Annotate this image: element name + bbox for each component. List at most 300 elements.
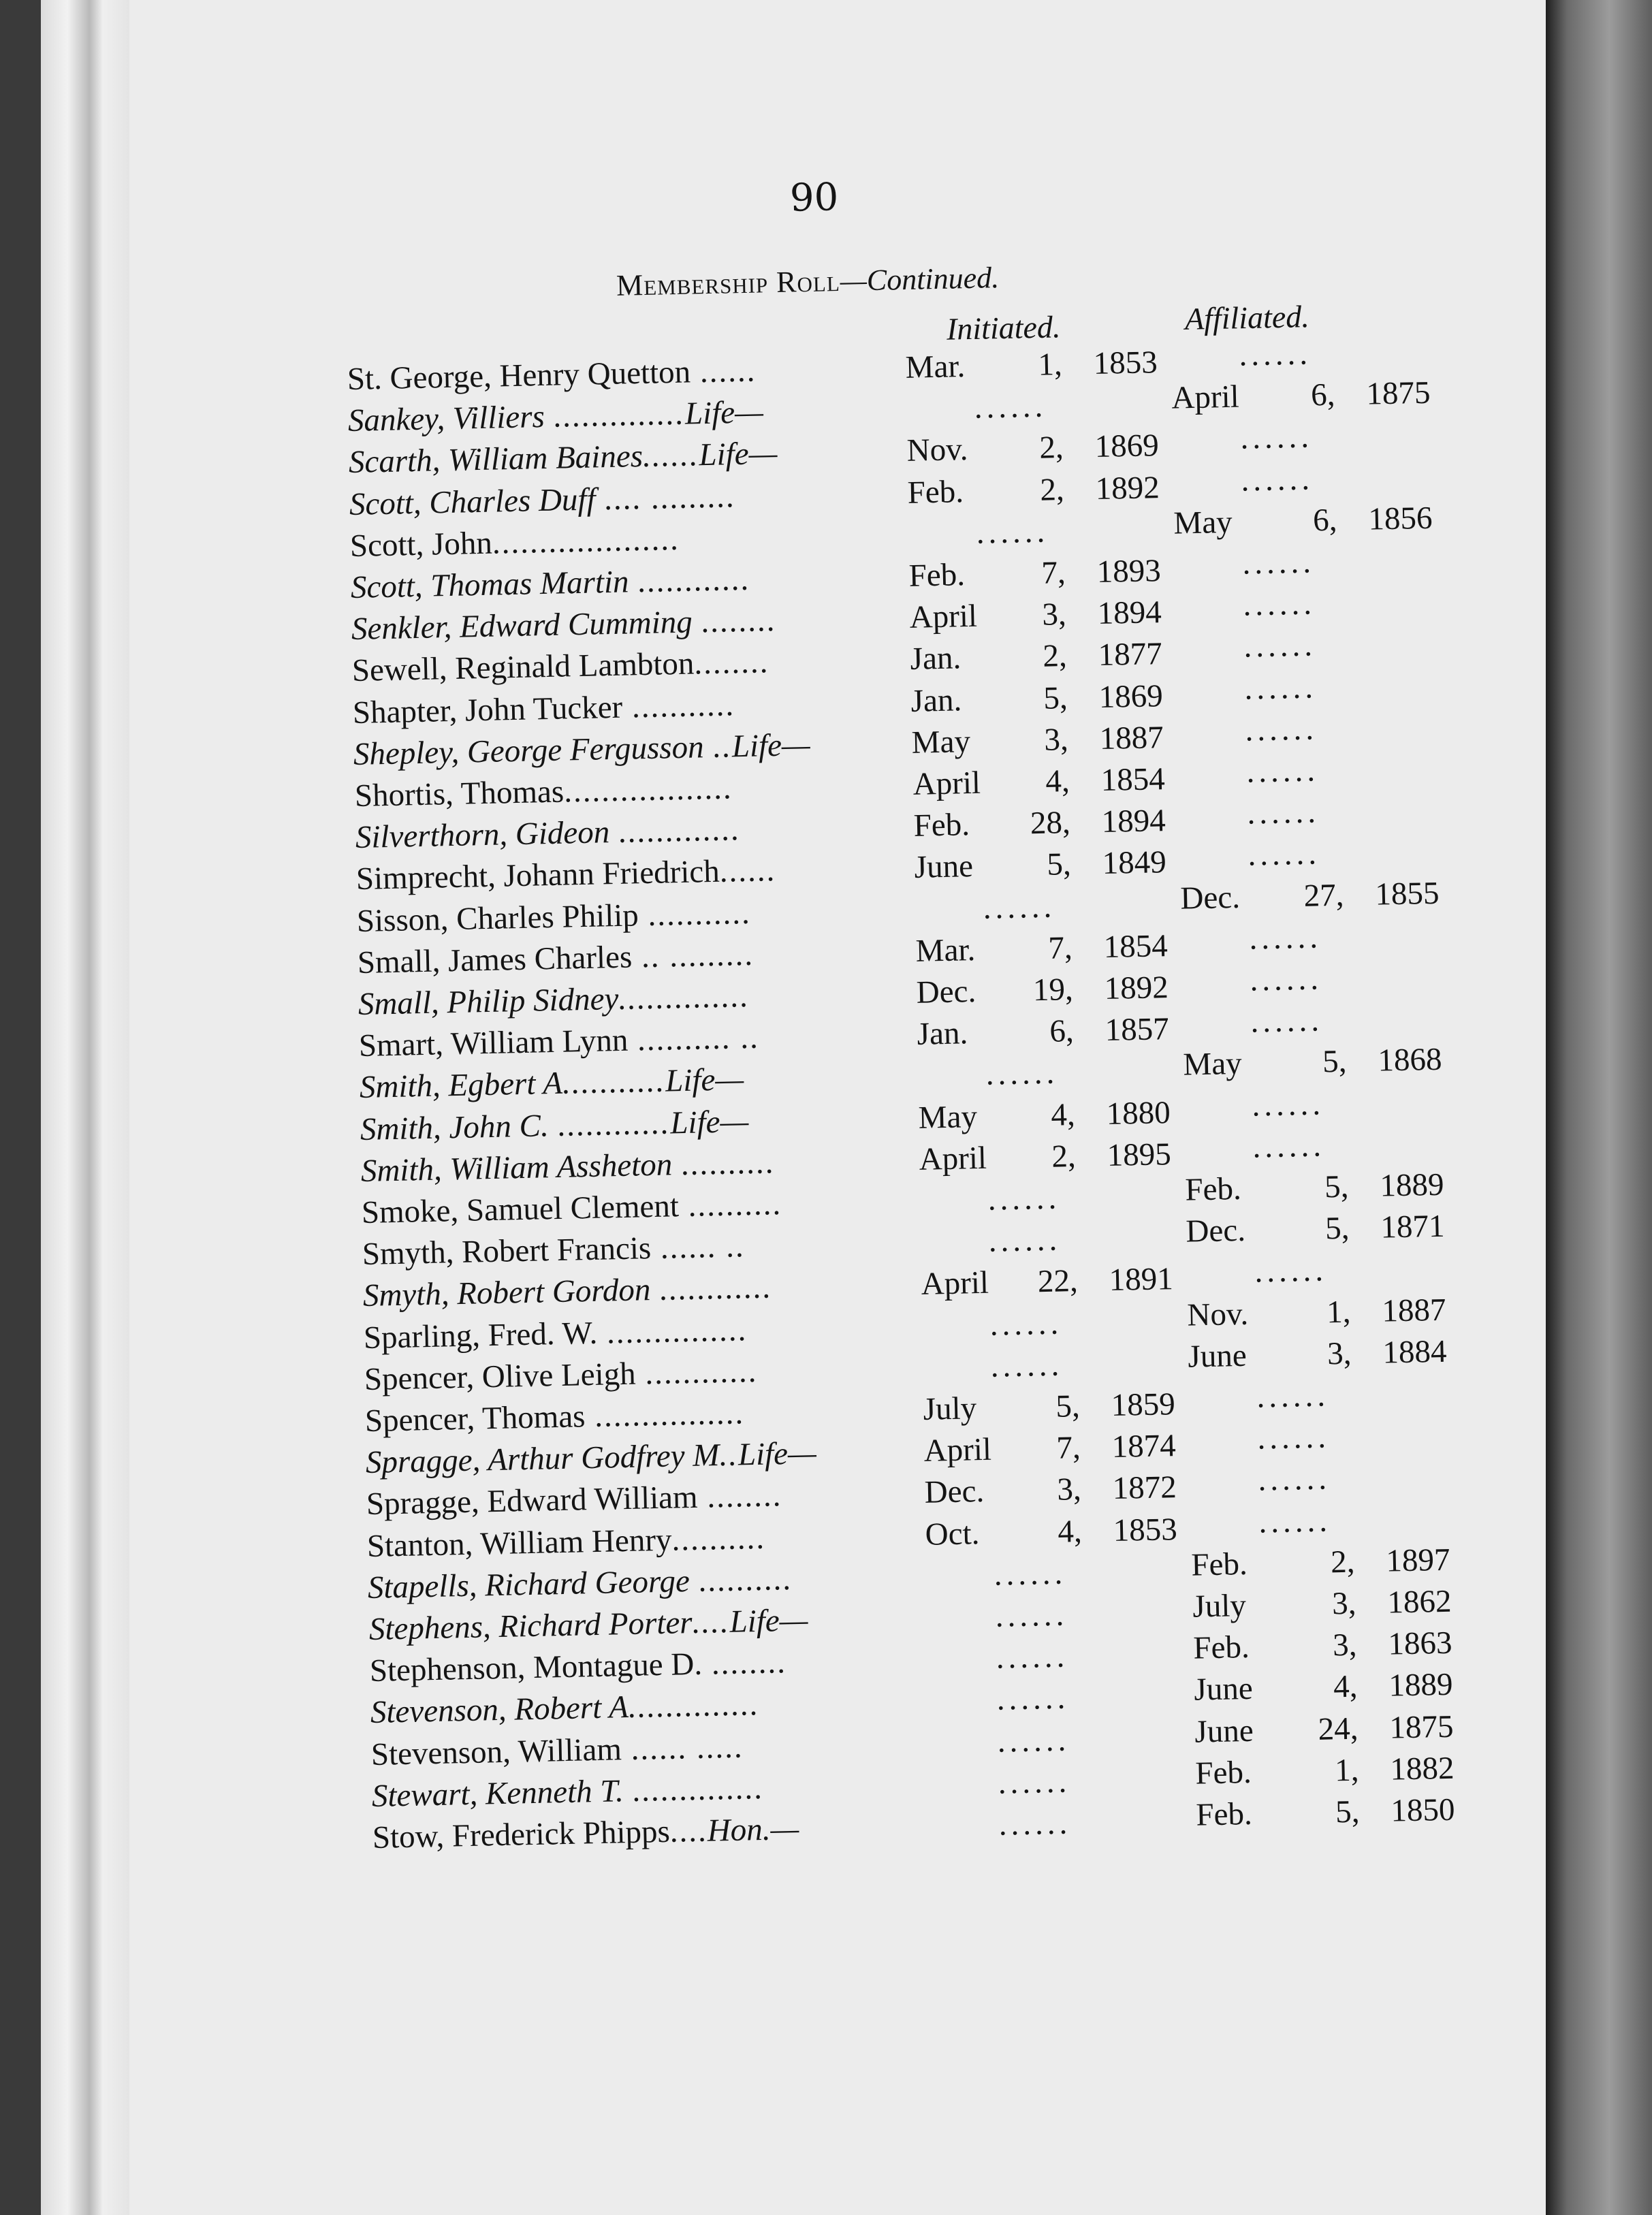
initiated-day: 1, [1037, 347, 1063, 383]
initiated-year: 1859 [1111, 1386, 1176, 1424]
affiliated-cell [1185, 1166, 1444, 1214]
dot-leader: .......... [678, 1186, 782, 1224]
initiated-year: 1849 [1101, 844, 1166, 882]
initiated-empty: ...... [974, 388, 1047, 426]
affiliated-cell [1174, 541, 1433, 589]
dot-leader: ........ [701, 1644, 787, 1682]
affiliated-date [1182, 1000, 1442, 1047]
affiliated-day: 6, [1310, 377, 1336, 413]
initiated-year: 1853 [1093, 345, 1158, 382]
initiated-month: Feb. [907, 473, 964, 511]
affiliated-date [1190, 1458, 1449, 1505]
initiated-cell [908, 511, 1160, 558]
initiated-cell [923, 1386, 1175, 1433]
affiliated-day: 4, [1333, 1669, 1358, 1705]
affiliated-date [1179, 833, 1439, 880]
initiated-day: 5, [1046, 846, 1071, 883]
affiliated-cell [1176, 666, 1435, 714]
member-name [357, 936, 754, 981]
initiated-date [929, 1719, 1181, 1767]
initiated-empty: ...... [982, 889, 1056, 926]
initiated-empty: ...... [998, 1805, 1072, 1843]
member-name-text: Stapells, Richard George [367, 1563, 690, 1606]
affiliated-empty: ...... [1240, 419, 1314, 456]
dot-leader: .. ......... [631, 936, 754, 975]
affiliated-day: 3, [1332, 1627, 1357, 1663]
initiated-date [923, 1386, 1175, 1433]
initiated-cell [906, 385, 1158, 433]
initiated-cell [909, 594, 1162, 641]
dot-leader: ...... [718, 852, 776, 890]
initiated-month: Feb. [908, 557, 966, 594]
member-name-text: Stephens, Richard Porter [368, 1605, 693, 1647]
member-name [360, 1103, 748, 1148]
affiliated-date [1194, 1708, 1454, 1755]
affiliated-empty: ...... [1245, 711, 1318, 748]
initiated-month: Oct. [925, 1515, 981, 1552]
member-name-text: Shepley, George Fergusson [353, 729, 705, 772]
affiliated-day: 5, [1335, 1794, 1360, 1830]
member-name-text: Small, Philip Sidney [358, 981, 619, 1022]
initiated-cell [917, 1010, 1169, 1058]
affiliated-cell [1190, 1499, 1450, 1547]
dot-leader: .............. [618, 978, 750, 1017]
initiated-date [916, 969, 1169, 1017]
affiliated-date [1173, 458, 1432, 505]
dot-leader: ........ [694, 644, 770, 682]
member-name [355, 811, 741, 856]
initiated-date [919, 1177, 1172, 1225]
initiated-month: June [913, 848, 974, 886]
initiated-cell [908, 552, 1161, 600]
dot-leader: .......... [689, 1561, 793, 1599]
initiated-cell [926, 1552, 1179, 1600]
affiliated-cell [1177, 750, 1437, 797]
affiliated-date [1196, 1791, 1455, 1839]
affiliated-year: 1889 [1388, 1667, 1453, 1704]
initiated-year: 1880 [1106, 1094, 1171, 1132]
initiated-date [918, 1094, 1171, 1142]
member-name-text: Stow, Frederick Phipps [372, 1813, 671, 1855]
affiliated-day: 1, [1326, 1294, 1352, 1330]
initiated-year: 1894 [1100, 803, 1166, 840]
affiliated-cell [1179, 833, 1439, 880]
membership-status: Life— [737, 1435, 817, 1473]
initiated-cell [920, 1219, 1173, 1266]
initiated-cell [925, 1511, 1178, 1559]
member-name-text: Smith, John C. [360, 1107, 550, 1147]
member-name-text: Small, James Charles [357, 939, 633, 981]
dot-leader: ...... ..... [620, 1729, 744, 1767]
dot-leader: ........... [637, 895, 751, 933]
member-name [347, 352, 757, 398]
affiliated-cell [1186, 1249, 1446, 1297]
affiliated-date [1191, 1542, 1450, 1589]
affiliated-day: 5, [1322, 1044, 1347, 1080]
initiated-cell [910, 635, 1163, 683]
member-name [362, 1269, 772, 1315]
initiated-day: 4, [1050, 1096, 1076, 1133]
affiliated-cell [1183, 1041, 1442, 1089]
affiliated-date [1181, 917, 1440, 964]
affiliated-cell [1192, 1625, 1452, 1672]
dot-leader: .................. [563, 770, 733, 810]
member-name-text: Smyth, Robert Francis [362, 1230, 652, 1273]
dot-leader: .......... .. [627, 1019, 760, 1058]
dot-leader: .... ......... [595, 478, 737, 517]
member-name [347, 394, 763, 439]
affiliated-cell [1186, 1208, 1445, 1256]
affiliated-cell [1181, 958, 1441, 1006]
affiliated-month: May [1173, 504, 1233, 541]
initiated-month: May [918, 1098, 978, 1136]
member-name-text: Spencer, Thomas [364, 1399, 586, 1439]
affiliated-date [1177, 750, 1437, 797]
initiated-date [913, 802, 1166, 850]
initiated-month: Mar. [905, 349, 966, 385]
affiliated-date [1175, 583, 1434, 631]
dot-leader: ............ [629, 561, 752, 600]
initiated-date [925, 1469, 1177, 1516]
member-name [350, 521, 680, 564]
affiliated-date [1192, 1583, 1451, 1631]
affiliated-year: 1850 [1390, 1791, 1455, 1829]
member-name-text: Scott, Thomas Martin [350, 564, 630, 605]
initiated-day: 5, [1055, 1388, 1081, 1424]
initiated-date [915, 927, 1168, 975]
initiated-empty: ...... [996, 1722, 1070, 1759]
initiated-day: 2, [1038, 430, 1064, 466]
initiated-year: 1874 [1111, 1428, 1177, 1465]
affiliated-day: 1, [1334, 1752, 1359, 1789]
initiated-year: 1853 [1113, 1511, 1178, 1548]
initiated-day: 2, [1040, 471, 1065, 508]
initiated-empty: ...... [996, 1680, 1070, 1718]
initiated-day: 4, [1045, 763, 1070, 799]
member-name [365, 1395, 745, 1439]
initiated-date [914, 844, 1166, 891]
affiliated-empty: ...... [1245, 752, 1319, 790]
initiated-date [908, 552, 1161, 600]
dot-leader: ........ [697, 1478, 783, 1516]
affiliated-month: Feb. [1194, 1754, 1252, 1791]
affiliated-date [1172, 416, 1431, 464]
initiated-cell [915, 886, 1167, 934]
initiated-month: Jan. [910, 640, 962, 678]
affiliated-cell [1171, 333, 1430, 381]
member-name [349, 478, 736, 523]
affiliated-date [1188, 1333, 1447, 1381]
membership-status: Life— [669, 1103, 749, 1141]
membership-status: Life— [684, 394, 764, 432]
initiated-day: 4, [1058, 1513, 1083, 1550]
initiated-year: 1869 [1094, 428, 1160, 465]
affiliated-day: 2, [1331, 1544, 1356, 1580]
dot-leader: .............. [622, 1770, 765, 1809]
dot-leader: .... [691, 1604, 730, 1641]
affiliated-date [1186, 1208, 1445, 1256]
affiliated-date [1185, 1166, 1444, 1214]
affiliated-empty: ...... [1246, 794, 1320, 831]
initiated-day: 3, [1044, 721, 1069, 758]
initiated-month: April [921, 1265, 989, 1303]
member-name [351, 561, 751, 606]
affiliated-cell [1177, 708, 1436, 756]
affiliated-date [1195, 1750, 1455, 1798]
affiliated-cell [1194, 1666, 1453, 1714]
member-name-text: Smith, William Assheton [360, 1147, 673, 1189]
affiliated-date [1181, 958, 1441, 1006]
initiated-cell [907, 469, 1160, 517]
initiated-year: 1857 [1104, 1011, 1169, 1049]
initiated-empty: ...... [994, 1555, 1068, 1593]
initiated-year: 1869 [1098, 678, 1164, 715]
dot-leader: ...... .. [650, 1228, 746, 1266]
dot-leader: ............... [597, 1311, 748, 1351]
member-name [369, 1644, 787, 1689]
affiliated-date [1188, 1375, 1448, 1422]
affiliated-cell [1182, 1000, 1442, 1047]
member-name-text: Stanton, William Henry [366, 1522, 673, 1564]
initiated-month: Dec. [915, 974, 976, 1010]
affiliated-day: 3, [1327, 1335, 1352, 1372]
initiated-date [925, 1511, 1178, 1559]
member-name-text: Scott, John [349, 525, 493, 564]
initiated-date [905, 344, 1158, 392]
initiated-empty: ...... [995, 1638, 1069, 1676]
affiliated-empty: ...... [1241, 460, 1314, 498]
affiliated-month: Nov. [1187, 1296, 1249, 1333]
member-name-text: Sewell, Reginald Lambton [351, 646, 695, 689]
affiliated-cell [1173, 458, 1432, 505]
heading-title: Membership Roll [616, 264, 841, 302]
member-name-text: Sankey, Villiers [347, 399, 545, 439]
membership-status: Life— [698, 436, 778, 473]
initiated-empty: ...... [994, 1597, 1068, 1634]
initiated-cell [927, 1594, 1179, 1642]
initiated-cell [929, 1719, 1181, 1767]
affiliated-month: Dec. [1185, 1213, 1246, 1249]
initiated-cell [930, 1761, 1182, 1808]
column-header-initiated: Initiated. [946, 309, 1061, 347]
affiliated-day: 6, [1312, 502, 1338, 539]
member-name [353, 686, 735, 731]
initiated-cell [930, 1802, 1183, 1850]
initiated-date [917, 1010, 1169, 1058]
affiliated-month: Feb. [1195, 1796, 1253, 1833]
affiliated-year: 1871 [1380, 1208, 1445, 1245]
member-name-text: Shapter, John Tucker [352, 689, 624, 731]
member-name [370, 1686, 759, 1731]
member-name [361, 1185, 782, 1231]
initiated-date [928, 1677, 1181, 1725]
affiliated-month: Dec. [1179, 879, 1241, 917]
initiated-empty: ...... [989, 1305, 1063, 1343]
initiated-year: 1854 [1102, 927, 1168, 965]
initiated-empty: ...... [976, 513, 1049, 551]
initiated-empty: ...... [985, 1055, 1059, 1093]
affiliated-date [1176, 666, 1435, 714]
affiliated-month: May [1182, 1046, 1243, 1083]
affiliated-month: Feb. [1184, 1170, 1242, 1208]
affiliated-year: 1868 [1377, 1042, 1442, 1079]
initiated-date [915, 886, 1167, 934]
affiliated-year: 1863 [1387, 1625, 1452, 1662]
initiated-month: May [911, 723, 971, 761]
initiated-year: 1877 [1098, 636, 1163, 673]
initiated-month: Jan. [916, 1015, 968, 1053]
dot-leader: ............ [650, 1269, 773, 1308]
initiated-empty: ...... [988, 1222, 1062, 1259]
affiliated-cell [1171, 375, 1431, 422]
member-name [348, 435, 778, 481]
affiliated-empty: ...... [1244, 669, 1318, 707]
affiliated-empty: ...... [1250, 1002, 1324, 1040]
affiliated-cell [1189, 1416, 1448, 1464]
dot-leader: .................... [492, 521, 680, 561]
initiated-cell [918, 1094, 1171, 1142]
affiliated-empty: ...... [1257, 1419, 1331, 1456]
initiated-month: Mar. [915, 931, 976, 969]
membership-status: Life— [731, 727, 811, 765]
affiliated-date [1175, 624, 1435, 672]
initiated-date [921, 1260, 1173, 1308]
member-name [358, 978, 750, 1023]
affiliated-year: 1862 [1386, 1583, 1452, 1621]
affiliated-day: 24, [1317, 1710, 1359, 1747]
affiliated-cell [1175, 583, 1434, 631]
member-name-text: Scott, Charles Duff [349, 481, 597, 522]
initiated-date [908, 511, 1160, 558]
affiliated-cell [1195, 1750, 1455, 1798]
dot-leader: .............. [627, 1687, 760, 1725]
affiliated-cell [1187, 1291, 1446, 1339]
initiated-cell [925, 1469, 1177, 1516]
affiliated-date [1194, 1666, 1453, 1714]
initiated-cell [912, 719, 1164, 767]
initiated-empty: ...... [997, 1764, 1071, 1801]
initiated-year: 1893 [1096, 553, 1162, 590]
initiated-cell [914, 844, 1166, 891]
member-name [367, 1519, 766, 1564]
initiated-day: 19, [1032, 972, 1073, 1008]
initiated-year: 1895 [1107, 1136, 1172, 1173]
initiated-date [906, 385, 1158, 433]
affiliated-cell [1184, 1125, 1444, 1173]
initiated-month: April [909, 598, 978, 636]
initiated-year: 1891 [1109, 1261, 1174, 1298]
dot-leader: ........... [622, 686, 736, 725]
affiliated-year: 1855 [1374, 875, 1440, 912]
member-name-text: Silverthorn, Gideon [354, 814, 610, 856]
initiated-cell [911, 678, 1164, 725]
initiated-cell [922, 1344, 1175, 1392]
initiated-date [912, 761, 1165, 808]
member-name [359, 1062, 744, 1106]
affiliated-cell [1181, 917, 1440, 964]
dot-leader: ............. [609, 812, 741, 850]
member-name-text: Stevenson, William [370, 1731, 622, 1772]
dot-leader: ............ [547, 1105, 671, 1143]
initiated-month: April [919, 1140, 987, 1177]
affiliated-cell [1173, 500, 1433, 547]
member-name-text: Scarth, William Baines [348, 439, 644, 481]
member-name [364, 1353, 759, 1398]
initiated-empty: ...... [990, 1347, 1064, 1384]
initiated-date [920, 1219, 1173, 1266]
initiated-date [927, 1594, 1179, 1642]
initiated-date [911, 678, 1164, 725]
member-name-text: Spragge, Edward William [366, 1480, 699, 1523]
affiliated-empty: ...... [1243, 586, 1316, 623]
initiated-cell [915, 927, 1168, 975]
initiated-day: 2, [1051, 1138, 1077, 1175]
affiliated-date [1184, 1083, 1443, 1130]
initiated-date [907, 469, 1160, 517]
initiated-cell [912, 761, 1165, 808]
affiliated-empty: ...... [1252, 1128, 1326, 1165]
initiated-day: 28, [1029, 805, 1070, 842]
member-name-text: Senkler, Edward Cumming [351, 604, 693, 648]
initiated-cell [913, 802, 1166, 850]
affiliated-date [1184, 1125, 1444, 1173]
affiliated-cell [1172, 416, 1431, 464]
dot-leader: ...... [690, 353, 757, 390]
page-number: 90 [789, 175, 839, 221]
affiliated-empty: ...... [1243, 627, 1317, 665]
dot-leader: .. [703, 729, 733, 765]
affiliated-cell [1184, 1083, 1443, 1130]
member-name [362, 1228, 745, 1273]
affiliated-month: June [1188, 1337, 1248, 1375]
initiated-date [909, 594, 1162, 641]
initiated-month: July [923, 1390, 977, 1427]
affiliated-cell [1191, 1542, 1450, 1589]
initiated-month: Dec. [924, 1473, 985, 1511]
affiliated-date [1171, 375, 1431, 422]
initiated-year: 1872 [1112, 1469, 1177, 1507]
affiliated-date [1174, 541, 1433, 589]
initiated-month: Nov. [906, 432, 968, 469]
affiliated-day: 27, [1303, 877, 1344, 914]
dot-leader: .... [669, 1813, 708, 1849]
member-name [356, 894, 751, 939]
member-name-text: Spragge, Arthur Godfrey M [365, 1437, 720, 1481]
affiliated-empty: ...... [1249, 961, 1323, 998]
member-name-text: Shortis, Thomas [353, 774, 565, 814]
initiated-date [917, 1052, 1170, 1100]
affiliated-year: 1875 [1388, 1708, 1454, 1746]
member-name [370, 1728, 744, 1772]
affiliated-cell [1188, 1375, 1448, 1422]
dot-leader: ...... [642, 437, 700, 475]
affiliated-day: 3, [1331, 1585, 1356, 1622]
initiated-date [921, 1303, 1174, 1350]
affiliated-date [1177, 708, 1436, 756]
affiliated-cell [1190, 1458, 1449, 1505]
member-name-text: Stephenson, Montague D. [368, 1646, 703, 1689]
initiated-day: 7, [1041, 555, 1066, 591]
member-name-text: Stewart, Kenneth T. [371, 1773, 624, 1814]
affiliated-year: 1889 [1379, 1166, 1444, 1204]
dot-leader: .. [719, 1437, 739, 1473]
affiliated-month: April [1171, 379, 1240, 416]
member-name-text: Simprecht, Johann Friedrich [355, 854, 720, 897]
affiliated-empty: ...... [1247, 835, 1321, 873]
dot-leader: .......... [671, 1520, 766, 1558]
member-name-text: Sisson, Charles Philip [356, 897, 639, 939]
initiated-date [926, 1552, 1179, 1600]
